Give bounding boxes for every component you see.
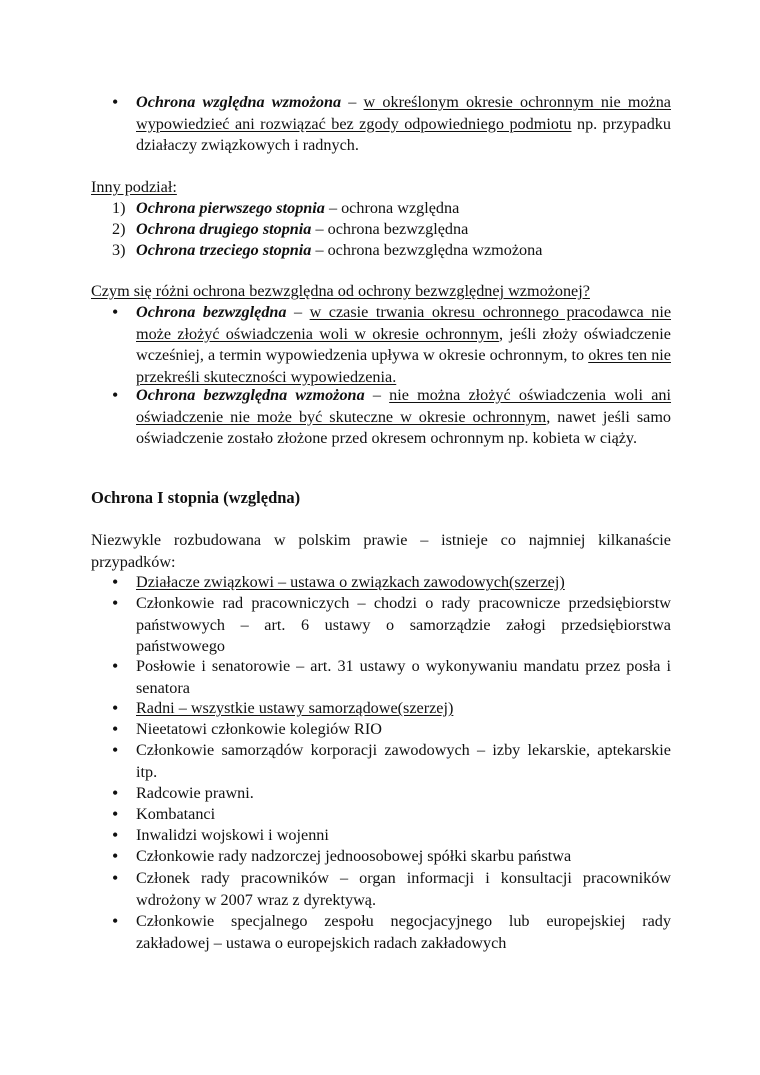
intro-paragraph: Niezwykle rozbudowana w polskim prawie – istnieje co najmniej kilkanaście przypadków: xyxy=(91,531,671,571)
bullet-absolute-enhanced: • Ochrona bezwzględna wzmożona – nie można złożyć oświadczenia woli ani oświadczenie nie może być skuteczne w okresie ochronnym, nawet jeśli samo oświadczenie zostało złożone przed okresem ochronnym np. kobieta w ciąży. xyxy=(136,385,671,450)
term: Ochrona względna wzmożona xyxy=(136,93,342,111)
list-item: • Kombatanci xyxy=(136,804,671,826)
list-item: • Członek rady pracowników – organ informacji i konsultacji pracowników wdrożony w 2007 wraz z dyrektywą. xyxy=(136,868,671,911)
bullet-relative-enhanced: • Ochrona względna wzmożona – w określonym okresie ochronnym nie można wypowiedzieć ani rozwiązać bez zgody odpowiedniego podmiotu np. przypadku działaczy związkowych i radnych. xyxy=(136,92,671,157)
list-item: • Radni – wszystkie ustawy samorządowe(szerzej) xyxy=(136,698,671,720)
numbered-item: 3) Ochrona trzeciego stopnia – ochrona bezwzględna wzmożona xyxy=(112,241,543,259)
list-item: • Radcowie prawni. xyxy=(136,783,671,805)
list-item: • Nieetatowi członkowie kolegiów RIO xyxy=(136,719,671,741)
list-item: • Inwalidzi wojskowi i wojenni xyxy=(136,825,671,847)
definition-underlined: w określonym okresie ochronnym nie można wypowiedzieć ani rozwiązać bez zgody odpowiedniego podmiotu xyxy=(136,93,671,133)
list-item: • Posłowie i senatorowie – art. 31 ustawy o wykonywaniu mandatu przez posła i senatora xyxy=(136,656,671,699)
numbered-item: 1) Ochrona pierwszego stopnia – ochrona względna xyxy=(112,199,460,217)
list-item: • Członkowie samorządów korporacji zawodowych – izby lekarskie, aptekarskie itp. xyxy=(136,740,671,783)
numbered-item: 2) Ochrona drugiego stopnia – ochrona bezwzględna xyxy=(112,220,469,238)
list-item: • Członkowie rad pracowniczych – chodzi o rady pracownicze przedsiębiorstw państwowych – art. 6 ustawy o samorządzie załogi przedsiębiorstwa państwowego xyxy=(136,593,671,658)
bullet-absolute: • Ochrona bezwzględna – w czasie trwania okresu ochronnego pracodawca nie może złożyć oświadczenia woli w okresie ochronnym, jeśli złoży oświadczenie wcześniej, a termin wypowiedzenia upływa w okresie ochronnym, to okres ten nie przekreśli skuteczności wypowiedzenia. xyxy=(136,302,671,388)
other-division-heading: Inny podział: xyxy=(91,178,177,196)
list-item: • Członkowie specjalnego zespołu negocjacyjnego lub europejskiej rady zakładowej – ustawa o europejskich radach zakładowych xyxy=(136,911,671,954)
list-item: • Działacze związkowi – ustawa o związkach zawodowych(szerzej) xyxy=(136,572,671,594)
section-title: Ochrona I stopnia (względna) xyxy=(91,488,301,507)
question-line: Czym się różni ochrona bezwzględna od ochrony bezwzględnej wzmożonej? xyxy=(91,282,590,300)
list-item: • Członkowie rady nadzorczej jednoosobowej spółki skarbu państwa xyxy=(136,846,671,868)
